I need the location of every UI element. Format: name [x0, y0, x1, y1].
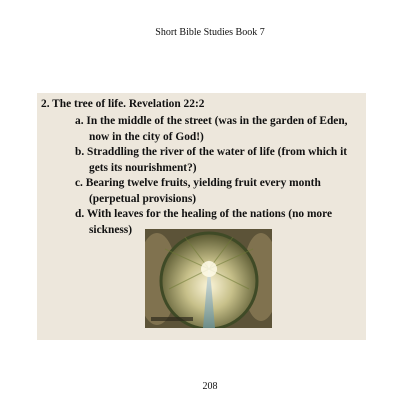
book-title: Short Bible Studies Book 7 — [155, 27, 265, 38]
slide-point-a: a. In the middle of the street (was in the garden of Eden, now in the city of God!) — [75, 115, 348, 143]
slide-point-b: b. Straddling the river of the water of life (from which it gets its nourishment?) — [75, 146, 348, 174]
slide-heading: 2. The tree of life. Revelation 22:2 — [41, 98, 205, 110]
slide-point-list — [75, 114, 365, 238]
slide-point-c: c. Bearing twelve fruits, yielding fruit every month (perpetual provisions) — [75, 177, 321, 205]
slide-point-d: d. With leaves for the healing of the nations (no more sickness) — [75, 208, 333, 236]
tree-of-life-illustration — [145, 229, 272, 328]
slide — [37, 93, 366, 340]
page-number: 208 — [202, 381, 218, 392]
